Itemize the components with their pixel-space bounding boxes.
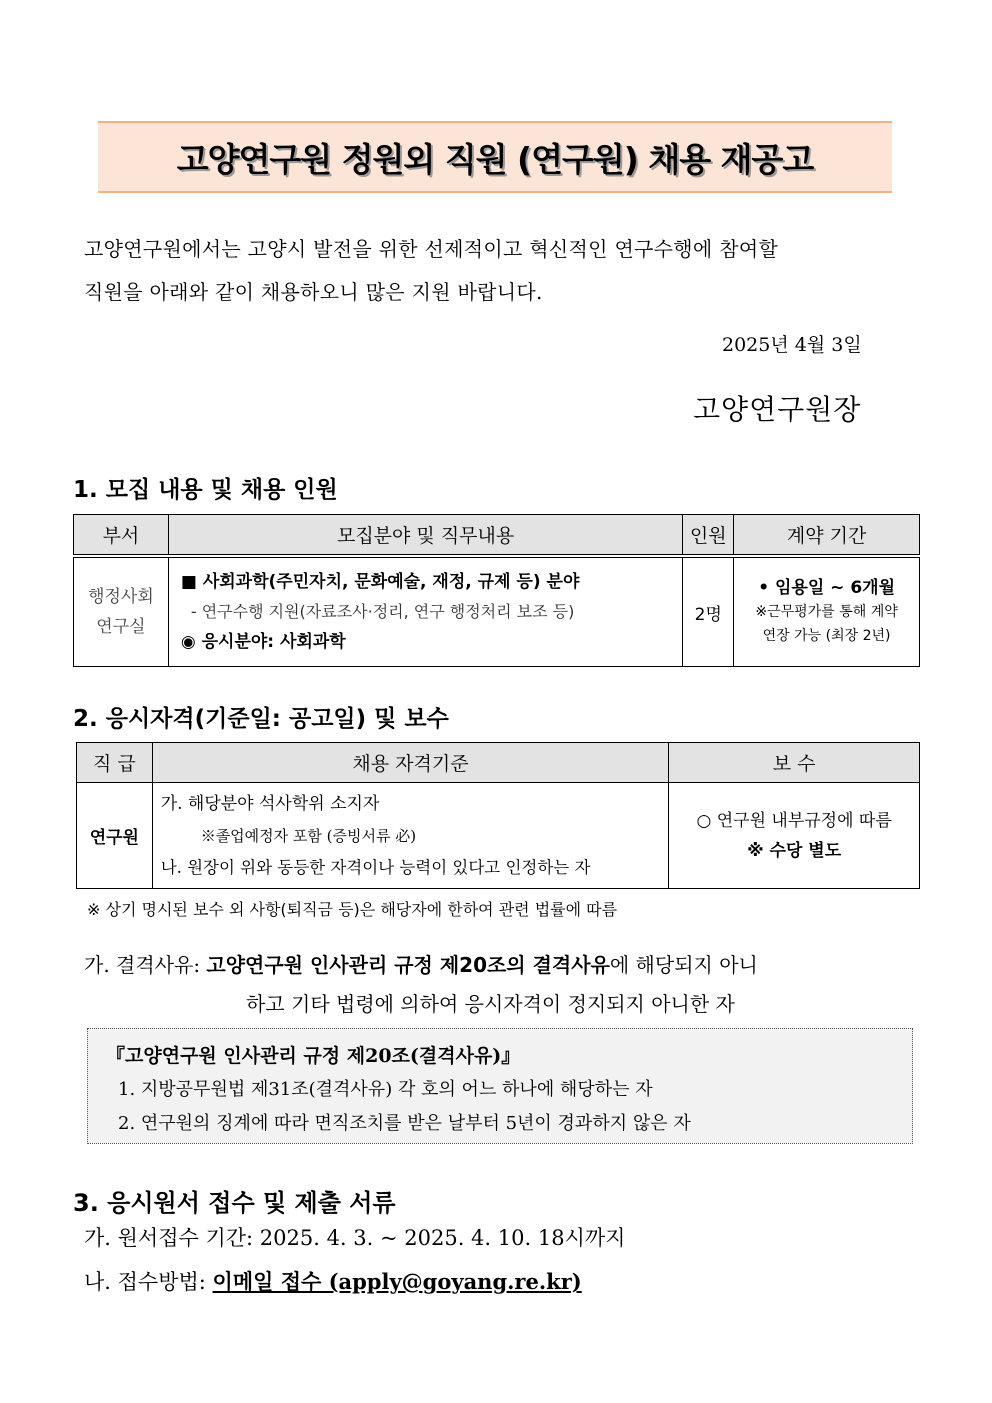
application-period: 가. 원서접수 기간: 2025. 4. 3. ~ 2025. 4. 10. 18시까지 bbox=[84, 1226, 626, 1250]
header-dept: 부서 bbox=[74, 515, 169, 555]
table-row bbox=[77, 783, 920, 889]
regulation-title: 『고양연구원 인사관리 규정 제20조(결격사유)』 bbox=[106, 1045, 521, 1067]
qualification-table bbox=[76, 742, 920, 889]
regulation-item-2: 2. 연구원의 징계에 따라 면직조치를 받은 날부터 5년이 경과하지 않은 자 bbox=[118, 1113, 691, 1134]
qualification-cell bbox=[152, 783, 669, 889]
application-email: 이메일 접수 (apply@goyang.re.kr) bbox=[212, 1269, 582, 1294]
field-apply: ◉ 응시분야: 사회과학 bbox=[180, 632, 346, 652]
pay-footnote: ※ 상기 명시된 보수 외 사항(퇴직금 등)은 해당자에 한하여 관련 법률에 따름 bbox=[87, 900, 618, 919]
recruitment-table bbox=[73, 514, 920, 667]
field-sub: - 연구수행 지원(자료조사·정리, 연구 행정처리 보조 등) bbox=[190, 602, 575, 621]
rank-cell: 연구원 bbox=[77, 783, 153, 889]
table-row bbox=[74, 558, 920, 667]
header-count: 인원 bbox=[683, 515, 734, 555]
header-qualification: 채용 자격기준 bbox=[152, 743, 669, 783]
issuer-name: 고양연구원장 bbox=[693, 393, 862, 426]
intro-paragraph bbox=[84, 228, 924, 314]
disqualification-paragraph: 가. 결격사유: 고양연구원 인사관리 규정 제20조의 결격사유에 해당되지 아니 하고 기타 법령에 의하여 응시자격이 정지되지 아니한 자 bbox=[84, 953, 758, 1016]
regulation-item-1: 1. 지방공무원법 제31조(결격사유) 각 호의 어느 하나에 해당하는 자 bbox=[118, 1079, 653, 1100]
table-header-row bbox=[74, 515, 920, 555]
period-cell: • 임용일 ~ 6개월 ※근무평가를 통해 계약 연장 가능 (최장 2년) bbox=[734, 558, 920, 667]
qual-item-2: 나. 원장이 위와 동등한 자격이나 능력이 있다고 인정하는 자 bbox=[160, 857, 591, 877]
count-cell: 2명 bbox=[683, 558, 734, 667]
dept-cell: 행정사회 연구실 bbox=[74, 558, 169, 667]
qual-note: ※졸업예정자 포함 (증빙서류 必) bbox=[200, 826, 417, 845]
header-rank: 직 급 bbox=[77, 743, 153, 783]
intro-line-2: 직원을 아래와 같이 채용하오니 많은 지원 바랍니다. bbox=[84, 280, 543, 304]
disq-bold-phrase: 고양연구원 인사관리 규정 제20조의 결격사유 bbox=[206, 953, 610, 977]
regulation-box bbox=[87, 1028, 913, 1144]
section2-heading: 2. 응시자격(기준일: 공고일) 및 보수 bbox=[73, 706, 449, 732]
table-header-row bbox=[77, 743, 920, 783]
field-cell bbox=[168, 558, 682, 667]
page-title: 고양연구원 정원외 직원 (연구원) 채용 재공고 bbox=[176, 139, 814, 179]
title-banner bbox=[98, 121, 892, 193]
header-period: 계약 기간 bbox=[734, 515, 920, 555]
header-field: 모집분야 및 직무내용 bbox=[168, 515, 682, 555]
header-pay: 보 수 bbox=[669, 743, 920, 783]
intro-line-1: 고양연구원에서는 고양시 발전을 위한 선제적이고 혁신적인 연구수행에 참여할 bbox=[84, 237, 779, 261]
pay-cell: ○ 연구원 내부규정에 따름 ※ 수당 별도 bbox=[669, 783, 920, 889]
field-main: ■ 사회과학(주민자치, 문화예술, 재정, 규제 등) 분야 bbox=[180, 572, 580, 592]
announcement-date: 2025년 4월 3일 bbox=[722, 334, 862, 356]
section3-heading: 3. 응시원서 접수 및 제출 서류 bbox=[73, 1189, 396, 1217]
application-method: 나. 접수방법: 이메일 접수 (apply@goyang.re.kr) bbox=[84, 1269, 582, 1294]
section1-heading: 1. 모집 내용 및 채용 인원 bbox=[73, 477, 338, 503]
qual-item-1: 가. 해당분야 석사학위 소지자 bbox=[160, 793, 380, 814]
